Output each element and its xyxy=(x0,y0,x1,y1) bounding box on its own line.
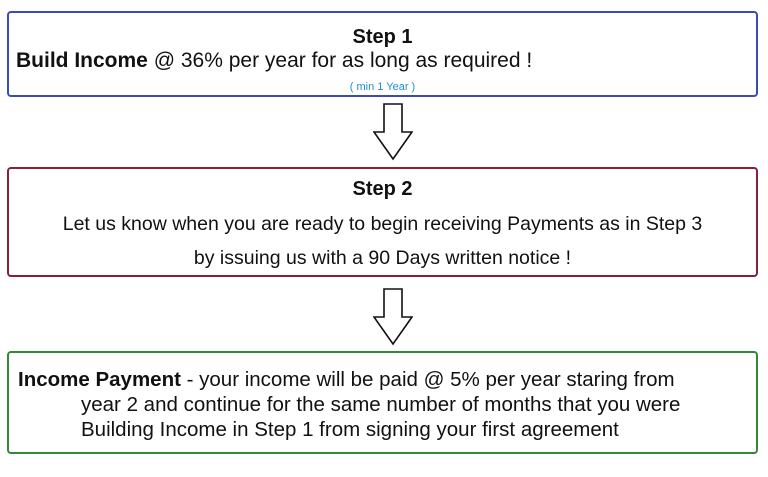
step1-title: Step 1 xyxy=(352,26,413,48)
step1-label: Build Income xyxy=(16,49,148,72)
step3-line1-text: - your income will be paid @ 5% per year staring from xyxy=(180,368,675,391)
step1-box xyxy=(7,11,758,97)
step2-line1: Let us know when you are ready to begin receiving Payments as in Step 3 xyxy=(62,213,703,235)
down-arrow-icon xyxy=(373,288,413,346)
step3-label: Income Payment xyxy=(18,368,181,391)
step1-text: @ 36% per year for as long as required ! xyxy=(147,49,533,72)
step2-title: Step 2 xyxy=(352,178,413,200)
step3-line3: Building Income in Step 1 from signing your first agreement xyxy=(81,418,619,441)
step3-box xyxy=(7,351,758,454)
down-arrow-icon xyxy=(373,103,413,161)
step3-line2: year 2 and continue for the same number of months that you were xyxy=(81,393,681,416)
step2-line2: by issuing us with a 90 Days written notice ! xyxy=(193,247,572,269)
step2-box xyxy=(7,167,758,277)
step3-description xyxy=(18,367,680,442)
step3-line1 xyxy=(18,367,680,392)
step1-description xyxy=(16,49,532,73)
step1-min-note: ( min 1 Year ) xyxy=(349,81,416,93)
